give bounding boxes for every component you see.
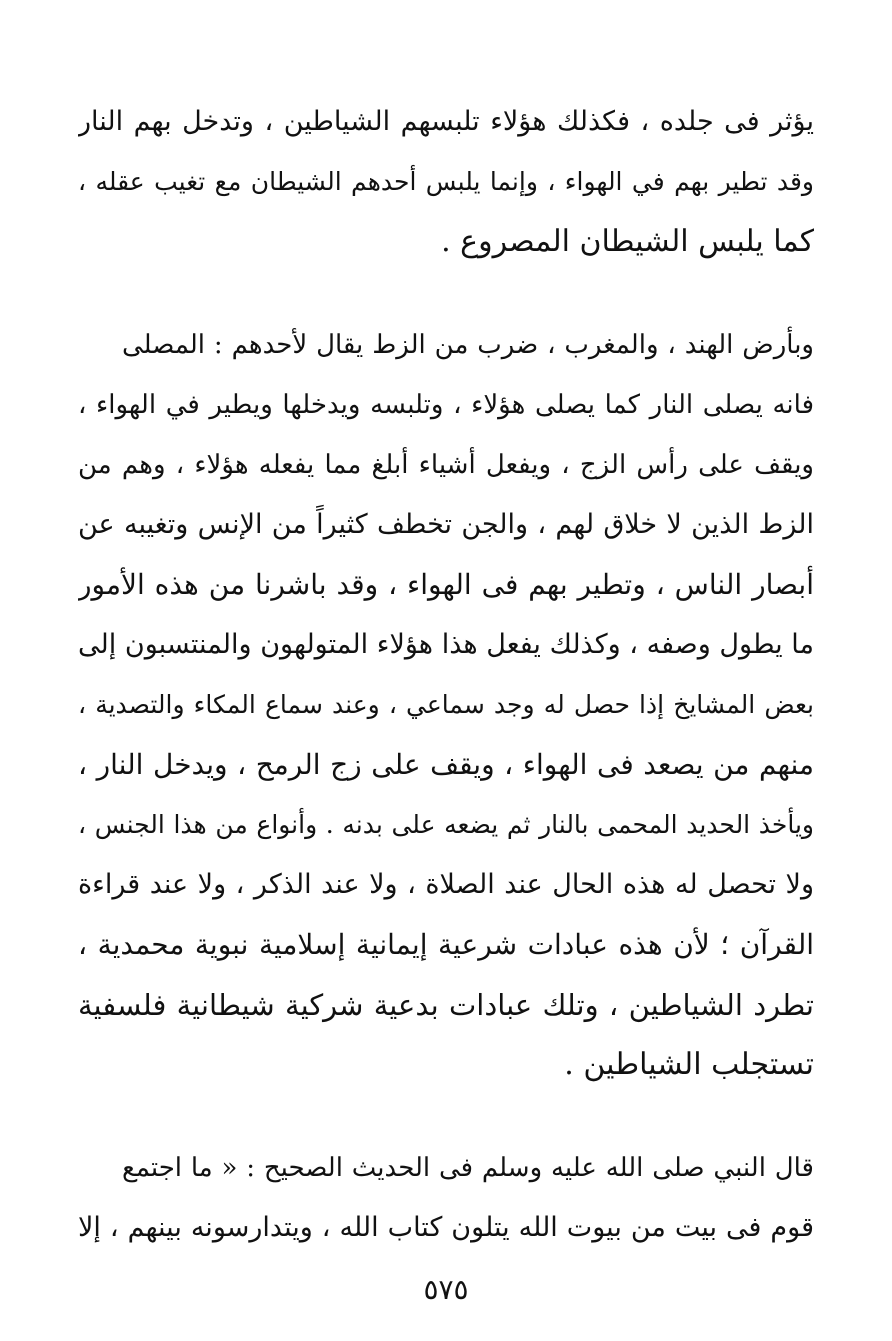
paragraph-3-line-1: قال النبي صلى الله عليه وسلم فى الحديث الصحيح : « ما اجتمع (122, 1153, 814, 1183)
paragraph-3-line-2: قوم فى بيت من بيوت الله يتلون كتاب الله ، ويتدارسونه بينهم ، إلا (78, 1212, 814, 1243)
paragraph-2-line-6: ما يطول وصفه ، وكذلك يفعل هذا هؤلاء المتولهون والمنتسبون إلى (78, 629, 814, 660)
page-number: ٥٧٥ (423, 1273, 469, 1306)
paragraph-2-line-4: الزط الذين لا خلاق لهم ، والجن تخطف كثيراً من الإنس وتغيبه عن (78, 509, 814, 540)
paragraph-2-line-12: تطرد الشياطين ، وتلك عبادات بدعية شركية شيطانية فلسفية (78, 988, 814, 1022)
paragraph-2-line-10: ولا تحصل له هذه الحال عند الصلاة ، ولا عند الذكر ، ولا عند قراءة (78, 869, 814, 900)
paragraph-1-line-3: كما يلبس الشيطان المصروع . (441, 224, 814, 259)
paragraph-2-line-9: ويأخذ الحديد المحمى بالنار ثم يضعه على بدنه . وأنواع من هذا الجنس ، (78, 810, 814, 839)
paragraph-2-line-13: تستجلب الشياطين . (564, 1047, 814, 1082)
paragraph-2-line-1: وبأرض الهند ، والمغرب ، ضرب من الزط يقال لأحدهم : المصلى (122, 330, 814, 360)
paragraph-2-line-11: القرآن ؛ لأن هذه عبادات شرعية إيمانية إسلامية نبوية محمدية ، (78, 928, 814, 961)
paragraph-1-line-1: يؤثر فى جلده ، فكذلك هؤلاء تلبسهم الشياطين ، وتدخل بهم النار (78, 106, 814, 137)
paragraph-2-line-2: فانه يصلى النار كما يصلى هؤلاء ، وتلبسه ويدخلها ويطير في الهواء ، (78, 390, 814, 420)
paragraph-2-line-5: أبصار الناس ، وتطير بهم فى الهواء ، وقد باشرنا من هذه الأمور (78, 568, 814, 601)
paragraph-2-line-7: بعض المشايخ إذا حصل له وجد سماعي ، وعند سماع المكاء والتصدية ، (78, 690, 814, 719)
paragraph-1-line-2: وقد تطير بهم في الهواء ، وإنما يلبس أحدهم الشيطان مع تغيب عقله ، (78, 167, 814, 196)
paragraph-2-line-8: منهم من يصعد فى الهواء ، ويقف على زج الرمح ، ويدخل النار ، (78, 748, 814, 781)
paragraph-2-line-3: ويقف على رأس الزج ، ويفعل أشياء أبلغ مما يفعله هؤلاء ، وهم من (78, 450, 814, 480)
